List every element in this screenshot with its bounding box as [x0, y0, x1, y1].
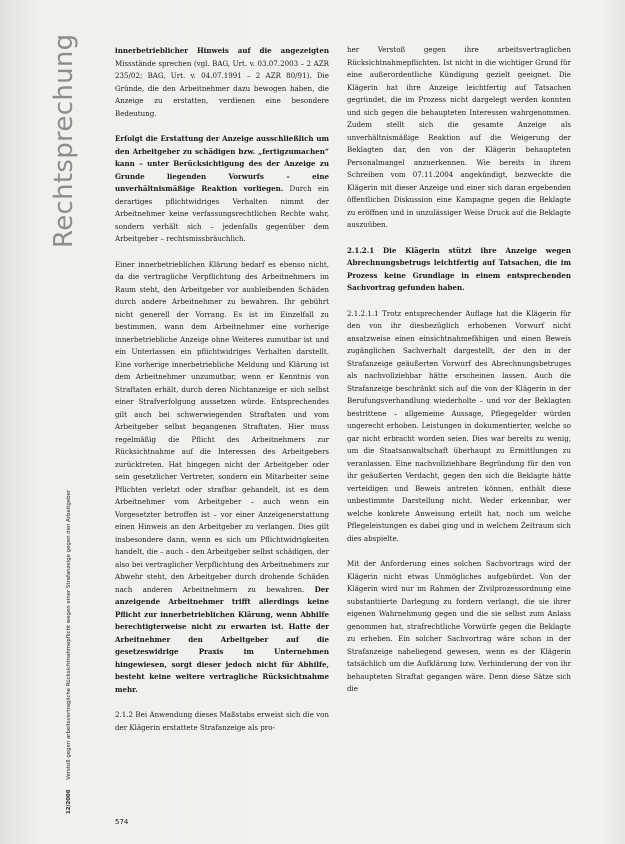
- paragraph-text: Durch ein derartiges pflichtwidriges Verhalten nimmt der Arbeitnehmer keine verfassungsrechtlichen Rechte wahr, sondern verhält sich – jedenfalls gegenüber dem Arbeitgeber – rechtsmissbräuchlich.: [115, 184, 329, 243]
- paragraph-text: Mit der Anforderung eines solchen Sachvortrags wird der Klägerin nicht etwas Unmögliches aufgebürdet. Von der Klägerin wird nur im Rahmen der Zivilprozessordnung eine substantiierte Darlegung zu fordern verlangt, die sie ihrer eigenen Wahrnehmung gegen und die sie selbst zum Anlass genommen hat, strafrechtliche Vorwürfe gegen die Beklagte zu erheben. Ein solcher Sachvortrag wäre schon in der Strafanzeige naheliegend gewesen, wenn es der Klägerin tatsächlich um die Aufklärung bzw. Verhinderung der von ihr behaupteten Straftat gegangen wäre. Denn diese Sätze sich die: [347, 559, 571, 693]
- paragraph-text: 2.1.2 Bei Anwendung dieses Maßstabs erweist sich die von der Klägerin erstattete Strafanzeige als pro-: [115, 710, 329, 732]
- paragraph: [115, 709, 329, 734]
- paragraph-bold: innerbetrieblicher Hinweis auf die angezeigten: [115, 46, 329, 55]
- paragraph: [347, 245, 571, 295]
- paragraph: [347, 44, 571, 232]
- paragraph: [115, 45, 329, 120]
- paragraph: [115, 133, 329, 246]
- right-column: [347, 44, 571, 709]
- paragraph-text: her Verstoß gegen ihre arbeitsvertraglichen Rücksichtnahmepflichten. Ist nicht in die wichtiger Grund für eine außerordentliche Kündigung gezielt geeignet. Die Klägerin hat ihre Anzeige leichtfertig auf Tatsachen gegründet, die im Prozess nicht dargelegt werden konnten und sich gegen die behaupteten Interessen wahrgenommen. Zudem stellt sich die gesamte Anzeige als unverhältnismäßige Reaktion auf die Weigerung der Beklagten dar, den von der Klägerin behaupteten Personalmangel anzuerkennen. Wie bereits in ihrem Schreiben vom 07.11.2004 angekündigt, bezweckte die Klägerin mit dieser Anzeige und einer sich daran ergebenden öffentlichen Diskussion eine Kampagne gegen die Beklagte zu eröffnen und in unzulässiger Weise Druck auf die Beklagte auszuüben.: [347, 45, 571, 229]
- vertical-footer: [66, 490, 72, 814]
- paragraph: [347, 308, 571, 546]
- paragraph-bold: Erfolgt die Erstattung der Anzeige ausschließlich um den Arbeitgeber zu schädigen bzw. „fertigzumachen“ kann – unter Berücksichtigung des der Anzeige zu Grunde liegenden Vorwurfs – eine unverhältnismäßige Reaktion vorliegen.: [115, 134, 329, 193]
- issue-number: 12/2006: [66, 789, 72, 814]
- paragraph-text: Einer innerbetrieblichen Klärung bedarf es ebenso nicht, da die vertragliche Verpflichtung des Arbeitnehmers im Raum steht, den Arbeitgeber vor ausbleibenden Schäden durch andere Arbeitnehmer zu bewahren. Ihr gebührt nicht generell der Vorrang. Es ist im Einzelfall zu bestimmen, wann dem Arbeitnehmer eine vorherige innerbetriebliche Anzeige ohne Weiteres zumutbar ist und ein Unterlassen ein pflichtwidriges Verhalten darstellt. Eine vorherige innerbetriebliche Meldung und Klärung ist dem Arbeitnehmer unzumutbar, wenn er Kenntnis von Straftaten erhält, durch deren Nichtanzeige er sich selbst einer Strafverfolgung aussetzen würde. Entsprechendes gilt auch bei schwerwiegenden Straftaten und vom Arbeitgeber selbst begangenen Straftaten. Hier muss regelmäßig die Pflicht des Arbeitnehmers zur Rücksichtnahme auf die Interessen des Arbeitgebers zurücktreten. Hat hingegen nicht der Arbeitgeber oder sein gesetzlicher Vertreter, sondern ein Mitarbeiter seine Pflichten verletzt oder strafbar gehandelt, ist es dem Arbeitnehmer vom Arbeitgeber – auch wenn ein Vorgesetzter betroffen ist – vor einer Anzeigenerstattung einen Hinweis an den Arbeitgeber zu verlangen. Dies gilt insbesondere dann, wenn es sich um Pflichtwidrigkeiten handelt, die – auch – den Arbeitgeber selbst schädigen, der also bei vertraglicher Verpflichtung des Arbeitnehmers zur Abwehr steht, den Arbeitgeber durch drohende Schäden nach anderen Arbeitnehmern zu bewahren.: [115, 259, 329, 594]
- left-column: [115, 45, 329, 747]
- paragraph: [347, 558, 571, 696]
- paragraph-text: Missstände sprechen (vgl. BAG, Urt. v. 03.07.2003 – 2 AZR 235/02; BAG, Urt. v. 04.07.1991 – 2 AZR 80/91). Die Gründe, die den Arbeitnehmer dazu bewogen haben, die Anzeige zu erstatten, verdienen eine besondere Bedeutung.: [115, 58, 329, 118]
- paragraph-bold-tail: Der anzeigende Arbeitnehmer trifft allerdings keine Pflicht zur innerbetrieblichen Klärung, wenn Abhilfe berechtigterweise nicht zu erwarten ist. Hatte der Arbeitnehmer den Arbeitgeber auf die gesetzeswidrige Praxis im Unternehmen hingewiesen, sorgt dieser jedoch nicht für Abhilfe, besteht keine weitere vertragliche Rücksichtnahme mehr.: [115, 584, 329, 694]
- paragraph-bold: 2.1.2.1 Die Klägerin stützt ihre Anzeige wegen Abrechnungsbetrugs leichtfertig auf Tatsachen, die im Prozess keine Grundlage in einem entsprechenden Sachvortrag gefunden haben.: [347, 245, 571, 292]
- section-rubric: Rechtsprechung: [49, 33, 79, 248]
- paragraph-text: 2.1.2.1.1 Trotz entsprechender Auflage hat die Klägerin für den von ihr diesbezüglich erhobenen Vorwurf nicht ansatzweise einen einsichtnahmefähigen und einen Beweis zugänglichen Sachverhalt dargestellt, der den in der Strafanzeige geäußerten Vorwurf des Abrechnungsbetruges als nachvollziehbar hätte erscheinen lassen. Auch die Strafanzeige beschränkt sich auf die von der Klägerin in der Berufungsverhandlung wiederholte – und vor der Beklagten bestrittene – allgemeine Aussage, Pflegegelder würden ungerecht erhoben. Leistungen in dokumentierter, welche so gar nicht erbracht worden seien. Dies war bereits zu wenig, um die Staatsanwaltschaft überhaupt zu Ermittlungen zu veranlassen. Eine nachvollziehbare Begründung für den von ihr geäußerten Verdacht, gegen den sich die Beklagte hätte verteidigen und Beweis antreten können, enthält diese unbestimmte Darstellung nicht. Weder erkennbar, wer welche konkrete Anweisung erteilt hat, noch um welche Pflegeleistungen es dabei ging und in welchem Zeitraum sich dies abspielte.: [347, 308, 571, 543]
- page-number: 574: [115, 818, 129, 826]
- paragraph: [115, 259, 329, 697]
- running-title: Verstoß gegen arbeitsvertragliche Rücksichtnahmepflicht wegen einer Strafanzeige gegen den Arbeitgeber: [66, 489, 72, 780]
